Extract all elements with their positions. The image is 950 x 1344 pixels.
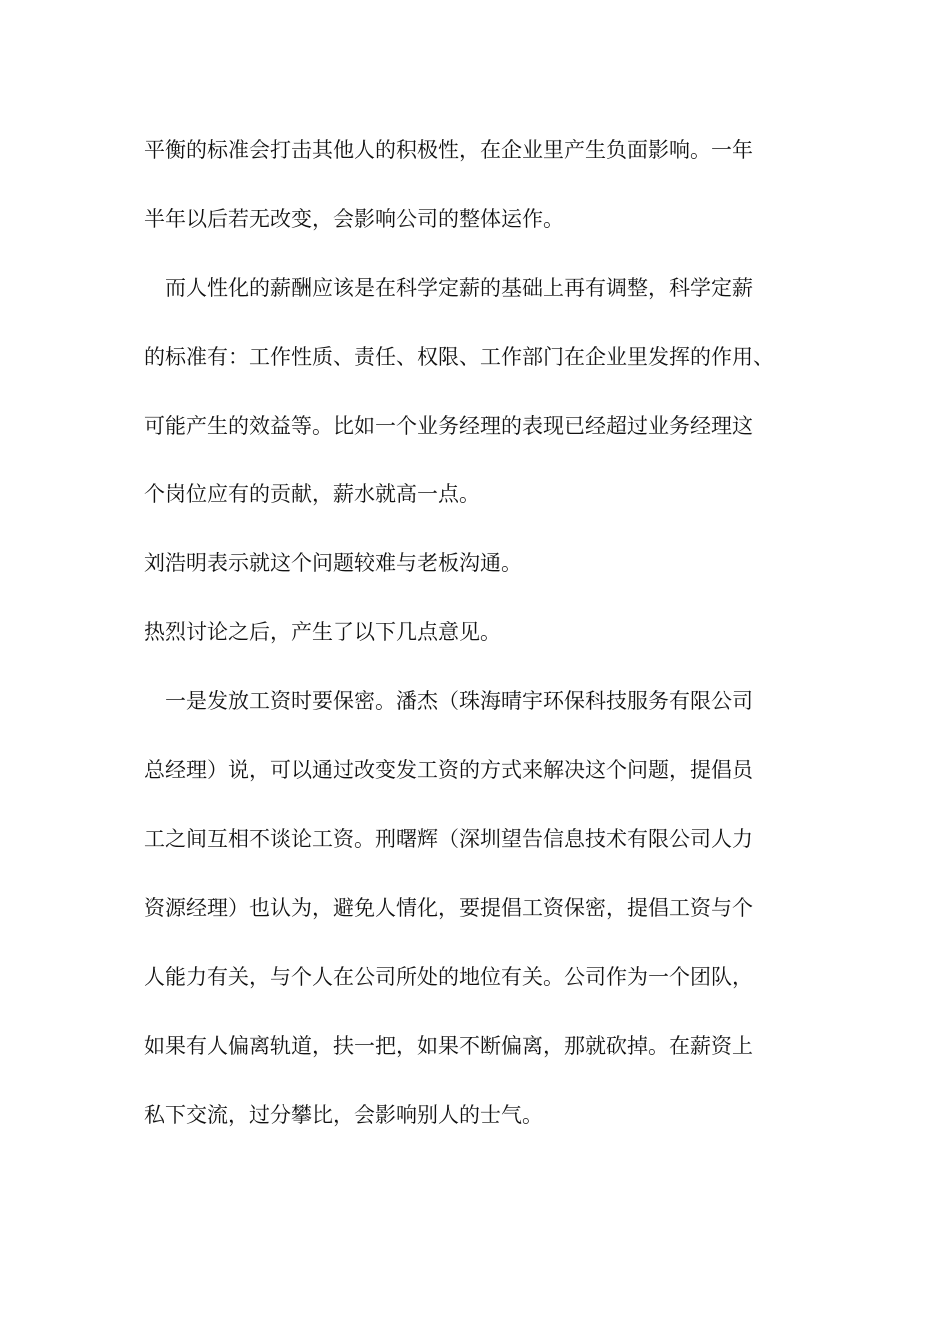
text-line: 的标准有：工作性质、责任、权限、工作部门在企业里发挥的作用、 <box>144 345 774 369</box>
text-line: 人能力有关，与个人在公司所处的地位有关。公司作为一个团队， <box>144 965 753 989</box>
text-line: 工之间互相不谈论工资。刑曙辉（深圳望告信息技术有限公司人力 <box>144 827 753 851</box>
paragraph-start-line: 而人性化的薪酬应该是在科学定薪的基础上再有调整，科学定薪 <box>165 276 753 300</box>
text-line: 资源经理）也认为，避免人情化，要提倡工资保密，提倡工资与个 <box>144 896 753 920</box>
text-line: 个岗位应有的贡献，薪水就高一点。 <box>144 482 480 506</box>
text-line: 热烈讨论之后，产生了以下几点意见。 <box>144 620 501 644</box>
text-line: 总经理）说，可以通过改变发工资的方式来解决这个问题，提倡员 <box>144 758 753 782</box>
text-line: 私下交流，过分攀比，会影响别人的士气。 <box>144 1103 543 1127</box>
text-line: 可能产生的效益等。比如一个业务经理的表现已经超过业务经理这 <box>144 414 753 438</box>
text-line: 平衡的标准会打击其他人的积极性，在企业里产生负面影响。一年 <box>144 138 753 162</box>
text-line: 半年以后若无改变，会影响公司的整体运作。 <box>144 207 564 231</box>
text-line: 如果有人偏离轨道，扶一把，如果不断偏离，那就砍掉。在薪资上 <box>144 1034 753 1058</box>
paragraph-start-line: 一是发放工资时要保密。潘杰（珠海晴宇环保科技服务有限公司 <box>165 689 753 713</box>
text-line: 刘浩明表示就这个问题较难与老板沟通。 <box>144 551 522 575</box>
